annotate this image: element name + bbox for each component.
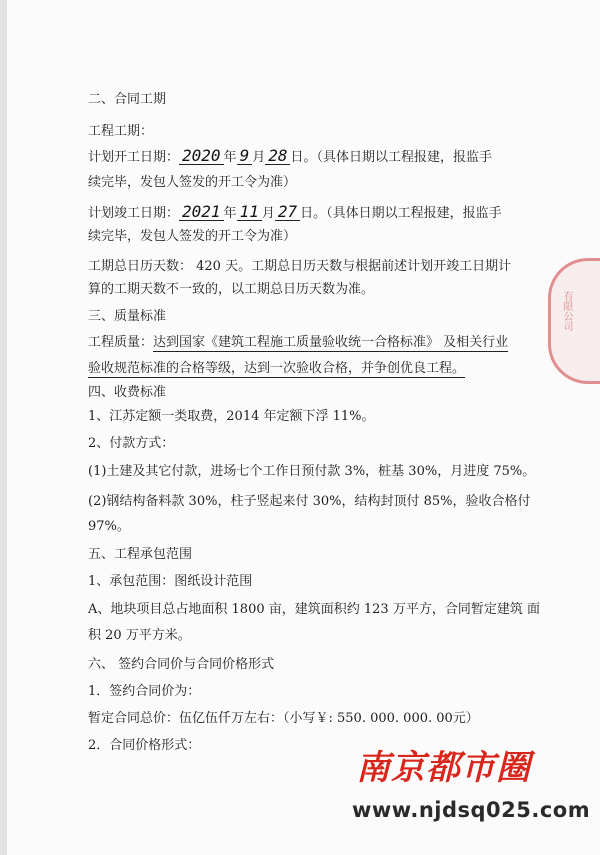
end-day-handwritten: 27 xyxy=(275,204,300,221)
price-item2: 2．合同价格形式： xyxy=(88,738,201,753)
start-note: （具体日期以工程报建，报监手 xyxy=(316,150,493,165)
watermark-site-name: 南京都市圈 xyxy=(356,748,531,788)
price-total: 暂定合同总价：伍亿伍仟万左右：（小写￥: 550. 000. 000. 00元） xyxy=(88,711,479,726)
payment-2: (2)钢结构备料款 30%，柱子竖起来付 30%，结构封顶付 85%，验收合格付 xyxy=(88,494,531,509)
section4-title: 四、收费标准 xyxy=(88,385,167,400)
fee-item2: 2、付款方式： xyxy=(88,436,175,451)
end-year-unit: 年 xyxy=(223,206,237,221)
quality-line2 xyxy=(88,361,465,377)
start-year-unit: 年 xyxy=(223,150,237,165)
section2-title: 二、合同工期 xyxy=(88,92,167,107)
red-seal-stamp xyxy=(548,258,600,384)
start-date-label: 计划开工日期： xyxy=(88,150,180,165)
quality-line1 xyxy=(88,335,508,351)
price-item1: 1．签约合同价为： xyxy=(88,684,201,699)
end-month-handwritten: 11 xyxy=(237,204,262,221)
quality-label: 工程质量： xyxy=(88,335,154,350)
end-note-cont: 续完毕，发包人签发的开工令为准） xyxy=(88,229,297,244)
stamp-text: 有限公司 xyxy=(561,291,572,331)
section6-title: 六、 签约合同价与合同价格形式 xyxy=(88,657,275,672)
fee-item1: 1、江苏定额一类取费，2014 年定额下浮 11%。 xyxy=(88,409,375,424)
watermark-url: www.njdsq025.com xyxy=(352,798,591,822)
scope-a-line1: A、地块项目总占地面积 1800 亩，建筑面积约 123 万平方，合同暂定建筑 面 xyxy=(88,602,540,617)
section5-title: 五、工程承包范围 xyxy=(88,547,193,562)
payment-1: (1)土建及其它付款，进场七个工作日预付款 3%，桩基 30%，月进度 75%。 xyxy=(88,464,536,479)
scan-edge xyxy=(0,0,7,855)
quality-text1: 达到国家《建筑工程施工质量验收统一合格标准》 及相关行业 xyxy=(153,335,509,350)
start-note-cont: 续完毕，发包人签发的开工令为准） xyxy=(88,175,297,190)
quality-text2: 验收规范标准的合格等级，达到一次验收合格，并争创优良工程。 xyxy=(88,361,466,376)
end-note: （具体日期以工程报建，报监手 xyxy=(326,206,502,221)
end-date-line xyxy=(88,204,502,222)
end-date-label: 计划竣工日期： xyxy=(88,206,180,221)
scope-a-line2: 积 20 万平方米。 xyxy=(88,628,191,643)
start-month-unit: 月 xyxy=(252,150,266,165)
start-day-unit: 日。 xyxy=(290,150,317,165)
section3-title: 三、质量标准 xyxy=(88,309,167,324)
end-month-unit: 月 xyxy=(261,206,275,221)
payment-2-cont: 97%。 xyxy=(88,519,130,534)
start-year-handwritten: 2020 xyxy=(179,148,224,165)
total-days-line1: 工期总日历天数： 420 天。工期总日历天数与根据前述计划开竣工日期计 xyxy=(88,259,512,274)
scope-item1: 1、承包范围：图纸设计范围 xyxy=(88,574,253,589)
total-days-line2: 算的工期天数不一致的，以工期总日历天数为准。 xyxy=(88,282,375,297)
start-day-handwritten: 28 xyxy=(265,148,290,165)
duration-label: 工程工期： xyxy=(88,124,154,139)
start-date-line xyxy=(88,148,492,166)
start-month-handwritten: 9 xyxy=(237,148,253,165)
end-day-unit: 日。 xyxy=(300,206,327,221)
end-year-handwritten: 2021 xyxy=(179,204,224,221)
